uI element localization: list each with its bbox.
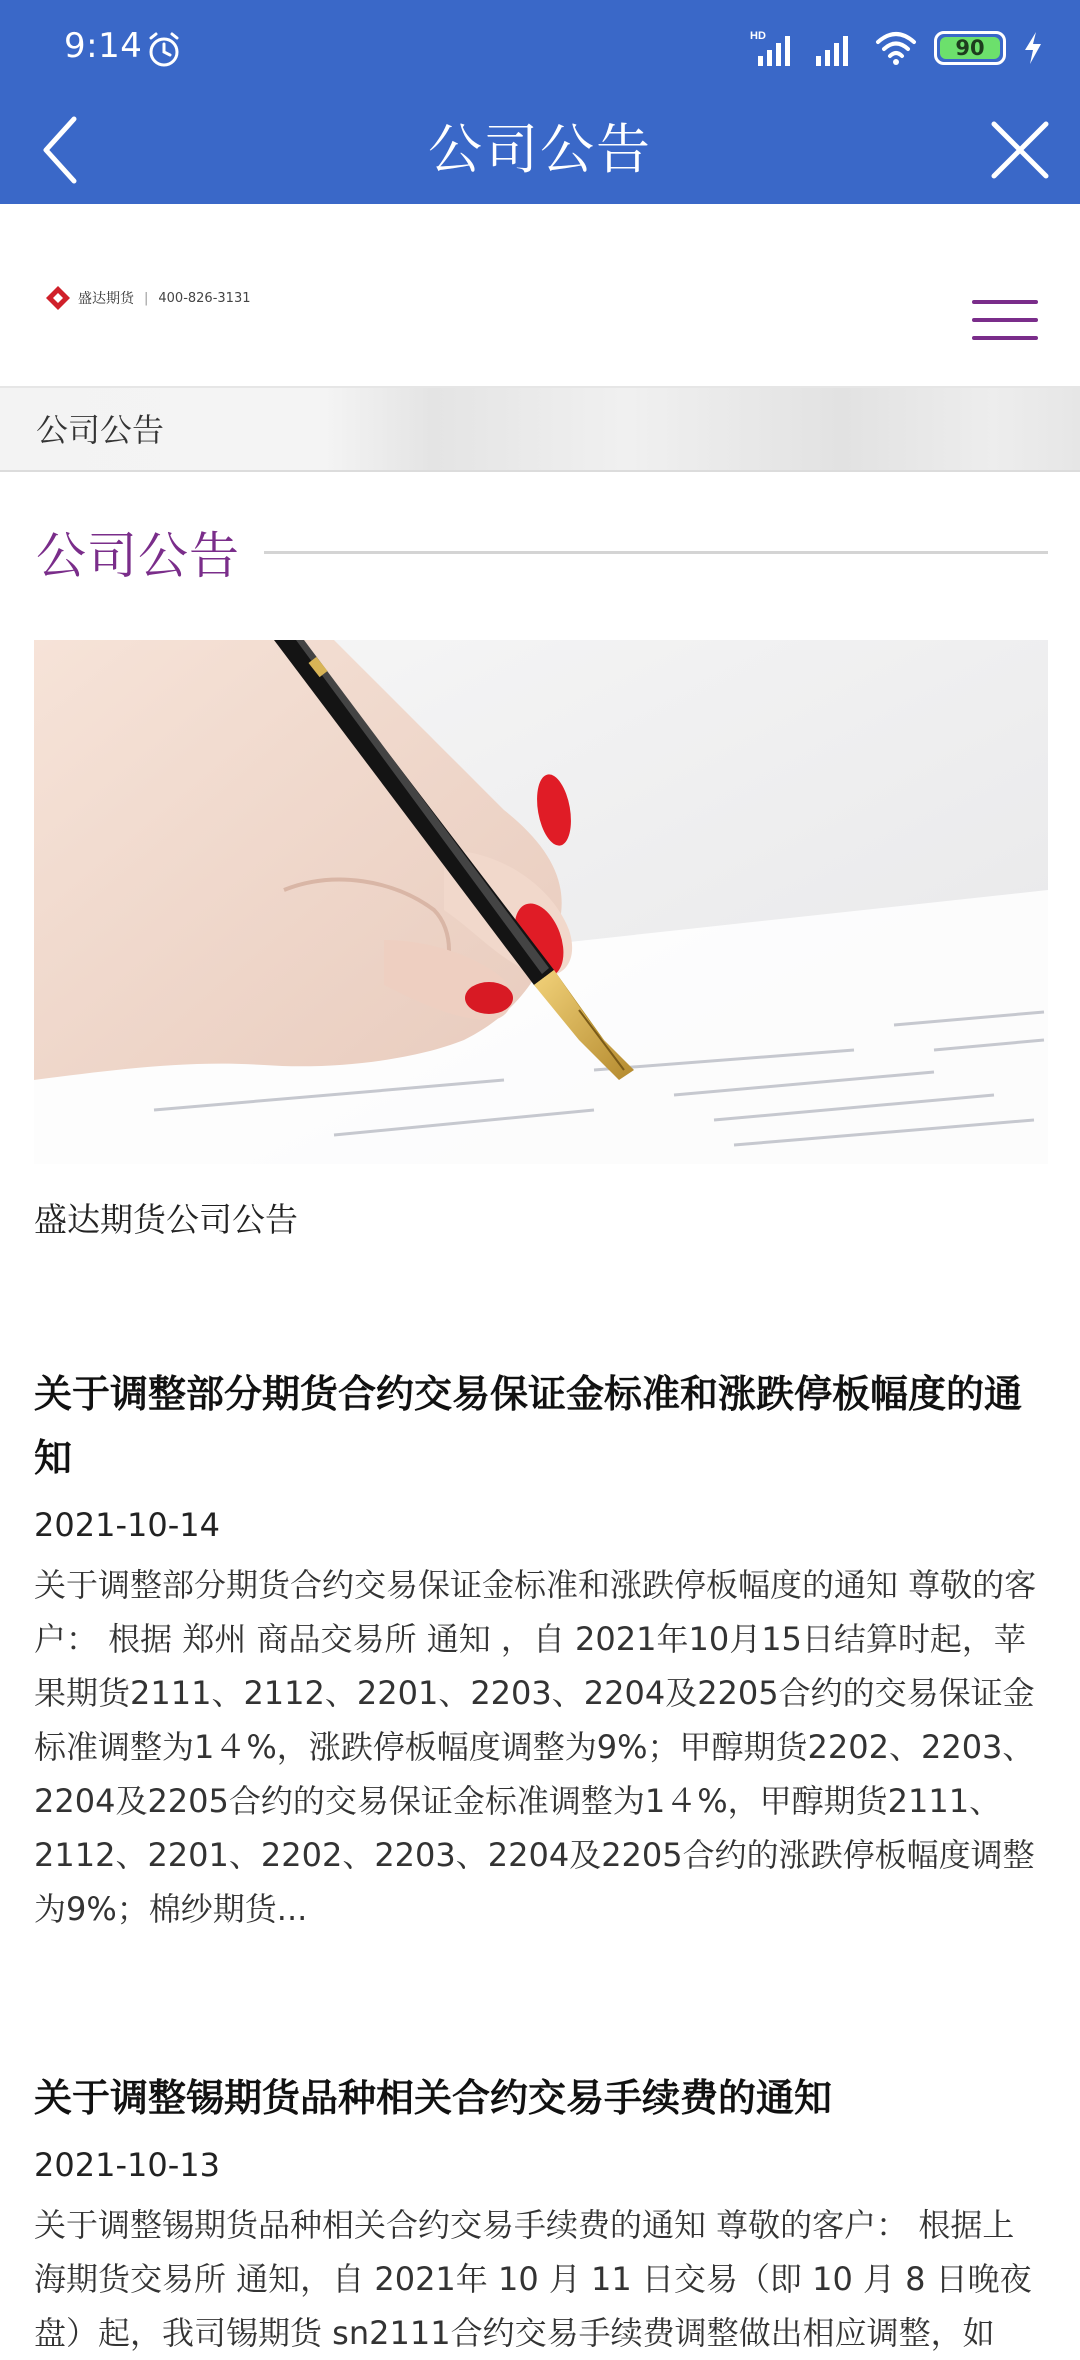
article-date: 2021-10-13 <box>34 2146 220 2184</box>
hero-caption: 盛达期货公司公告 <box>34 1200 298 1239</box>
alarm-icon <box>144 30 184 70</box>
hd-badge: HD <box>750 30 766 42</box>
logo-phone: 400-826-3131 <box>158 290 251 306</box>
section-divider <box>264 551 1048 554</box>
article-item[interactable] <box>34 1362 1046 1936</box>
site-header <box>0 204 1080 388</box>
article-summary: 关于调整锡期货品种相关合约交易手续费的通知 尊敬的客户： 根据上海期货交易所 通知，自 2021年 10 月 11 日交易（即 10 月 8 日晚夜盘）起，我司锡期货 sn2111合约交易手续费调整做出相应调整，如 <box>34 2206 1032 2352</box>
breadcrumb <box>0 388 1080 472</box>
logo-separator: | <box>144 290 149 306</box>
battery-icon <box>934 31 1006 65</box>
hero-image <box>34 640 1048 1164</box>
hd-signal-icon <box>750 28 798 68</box>
battery-level: 90 <box>955 36 985 60</box>
logo-mark-icon <box>44 284 72 312</box>
close-icon <box>990 120 1050 180</box>
app-topbar <box>0 0 1080 204</box>
article-item[interactable] <box>34 2066 1046 2360</box>
cell-signal-icon <box>814 28 858 68</box>
logo-name: 盛达期货 <box>78 291 134 307</box>
title-bar <box>0 96 1080 204</box>
site-logo[interactable] <box>44 284 250 312</box>
charging-icon <box>1022 30 1044 66</box>
status-time: 9:14 <box>64 26 143 66</box>
section-heading: 公司公告 <box>36 527 240 585</box>
article-title[interactable]: 关于调整锡期货品种相关合约交易手续费的通知 <box>34 2076 833 2120</box>
wifi-icon <box>874 28 918 68</box>
status-right <box>750 26 1044 70</box>
article-summary: 关于调整部分期货合约交易保证金标准和涨跌停板幅度的通知 尊敬的客户： 根据 郑州 商品交易所 通知 ，自 2021年10月15日结算时起，苹果期货2111、2112、2201、2203、2204及2205合约的交易保证金标准调整为1４%，涨跌停板幅度调整为9%；甲醇期货2202、2203、2204及2205合约的交易保证金标准调整为1４%，甲醇期货2111、2112、2201、2202、2203、2204及2205合约的涨跌停板幅度调整为9%；棉纱期货... <box>34 1566 1037 1928</box>
breadcrumb-text[interactable]: 公司公告 <box>36 411 165 449</box>
section-header <box>36 510 1048 594</box>
hamburger-menu-icon[interactable] <box>972 300 1038 344</box>
status-bar <box>0 0 1080 96</box>
article-title[interactable]: 关于调整部分期货合约交易保证金标准和涨跌停板幅度的通知 <box>34 1372 1023 1480</box>
page-title: 公司公告 <box>428 118 652 181</box>
close-button[interactable] <box>978 108 1062 192</box>
article-date: 2021-10-14 <box>34 1506 220 1544</box>
signing-hand-illustration <box>34 640 1048 1164</box>
